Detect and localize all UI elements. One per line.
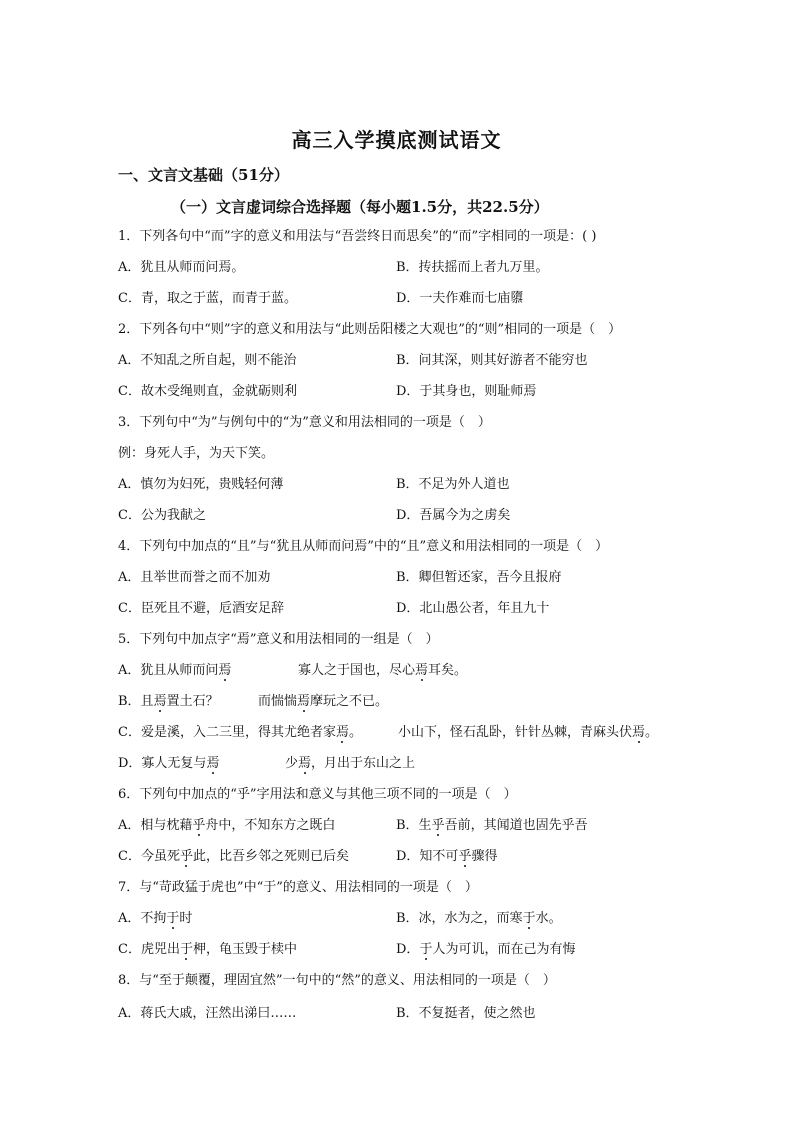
dotted-char: 乎 <box>431 818 445 833</box>
subsection-heading: （一）文言虚词综合选择题（每小题1.5分，共22.5分） <box>171 198 549 216</box>
q2-option-a: A．不知乱之所自起，则不能治 <box>118 353 297 368</box>
dotted-char: 乎 <box>179 849 193 864</box>
question-8-stem: 8．与“至于颠覆，理固宜然”一句中的“然”的意义、用法相同的一项是（ ） <box>118 973 556 988</box>
q4-option-c: C．臣死且不避，卮酒安足辞 <box>118 601 284 616</box>
dotted-char: 焉 <box>632 725 646 740</box>
q2-option-b: B．问其深，则其好游者不能穷也 <box>396 353 588 368</box>
q6-option-c: C．今虽死乎此，比吾乡邻之死则已后矣 <box>118 849 349 864</box>
q3-option-d: D．吾属今为之虏矣 <box>396 508 511 523</box>
question-3-stem: 3．下列句中“为”与例句中的“为”意义和用法相同的一项是（ ） <box>118 415 491 430</box>
dotted-char: 于 <box>419 942 433 957</box>
question-5-stem: 5．下列句中加点字“焉”意义和用法相同的一组是（ ） <box>118 632 439 647</box>
q1-option-c: C．青，取之于蓝，而青于蓝。 <box>118 291 297 306</box>
q6-option-b: B．生乎吾前，其闻道也固先乎吾 <box>396 818 588 833</box>
q5-option-b: B．且焉置土石？ <box>118 694 219 709</box>
page-title: 高三入学摸底测试语文 <box>291 128 502 152</box>
q7-option-d: D．于人为可讥，而在己为有悔 <box>396 942 576 957</box>
q5-option-a-pair: 寡人之于国也，尽心焉耳矣。 <box>298 663 468 678</box>
dotted-char: 于 <box>522 911 536 926</box>
q2-option-c: C．故木受绳则直，金就砺则利 <box>118 384 297 399</box>
q7-option-b: B．冰，水为之，而寒于水。 <box>396 911 562 926</box>
q5-option-a: A．犹且从师而问焉 <box>118 663 232 678</box>
q5-option-b-pair: 而惴惴焉摩玩之不已。 <box>258 694 389 709</box>
question-6-stem: 6．下列句中加点的“乎”字用法和意义与其他三项不同的一项是（ ） <box>118 787 517 802</box>
dotted-char: 焉 <box>335 725 349 740</box>
dotted-char: 焉 <box>153 694 167 709</box>
q3-option-b: B．不足为外人道也 <box>396 477 510 492</box>
dotted-char: 于 <box>179 942 193 957</box>
question-7-stem: 7．与“苛政猛于虎也”中“于”的意义、用法相同的一项是（ ） <box>118 880 478 895</box>
q7-option-c: C．虎兕出于柙，龟玉毁于椟中 <box>118 942 297 957</box>
q4-option-a: A．且举世而誉之而不加劝 <box>118 570 271 585</box>
dotted-char: 焉 <box>206 756 220 771</box>
q1-option-d: D．一夫作难而七庙隳 <box>396 291 524 306</box>
q5-option-c-pair: 小山下，怪石乱卧，针针丛棘，青麻头伏焉。 <box>398 725 659 740</box>
q3-example: 例：身死人手，为天下笑。 <box>118 446 275 461</box>
dotted-char: 焉 <box>415 663 429 678</box>
question-1-stem: 1．下列各句中“而”字的意义和用法与“吾尝终日而思矣”的“而”字相同的一项是：( ) <box>118 229 597 244</box>
dotted-char: 乎 <box>458 849 472 864</box>
q6-option-a: A．相与枕藉乎舟中，不知东方之既白 <box>118 818 336 833</box>
q5-option-c: C．爱是溪，入二三里，得其尤绝者家焉。 <box>118 725 362 740</box>
dotted-char: 焉 <box>298 756 312 771</box>
q5-option-d: D．寡人无复与焉 <box>118 756 220 771</box>
q2-option-d: D．于其身也，则耻师焉 <box>396 384 537 399</box>
q8-option-a: A．蒋氏大戚，汪然出涕曰…… <box>118 1006 297 1021</box>
q8-option-b: B．不复挺者，使之然也 <box>396 1006 536 1021</box>
dotted-char: 于 <box>166 911 180 926</box>
section-heading: 一、文言文基础（51分） <box>118 166 289 184</box>
q1-option-b: B．抟扶摇而上者九万里。 <box>396 260 549 275</box>
q1-option-a: A．犹且从师而问焉。 <box>118 260 245 275</box>
dotted-char: 焉 <box>297 694 311 709</box>
q7-option-a: A．不拘于时 <box>118 911 193 926</box>
question-2-stem: 2．下列各句中“则”字的意义和用法与“此则岳阳楼之大观也”的“则”相同的一项是（ ） <box>118 322 622 337</box>
q3-option-c: C．公为我献之 <box>118 508 206 523</box>
q5-option-d-pair: 少焉，月出于东山之上 <box>285 756 416 771</box>
dotted-char: 乎 <box>192 818 206 833</box>
dotted-char: 焉 <box>218 663 232 678</box>
q3-option-a: A．慎勿为妇死，贵贱轻何薄 <box>118 477 284 492</box>
question-4-stem: 4．下列句中加点的“且”与“犹且从师而问焉”中的“且”意义和用法相同的一项是（ ） <box>118 539 609 554</box>
q4-option-b: B．卿但暂还家，吾今且报府 <box>396 570 562 585</box>
q4-option-d: D．北山愚公者，年且九十 <box>396 601 550 616</box>
q6-option-d: D．知不可乎骤得 <box>396 849 498 864</box>
